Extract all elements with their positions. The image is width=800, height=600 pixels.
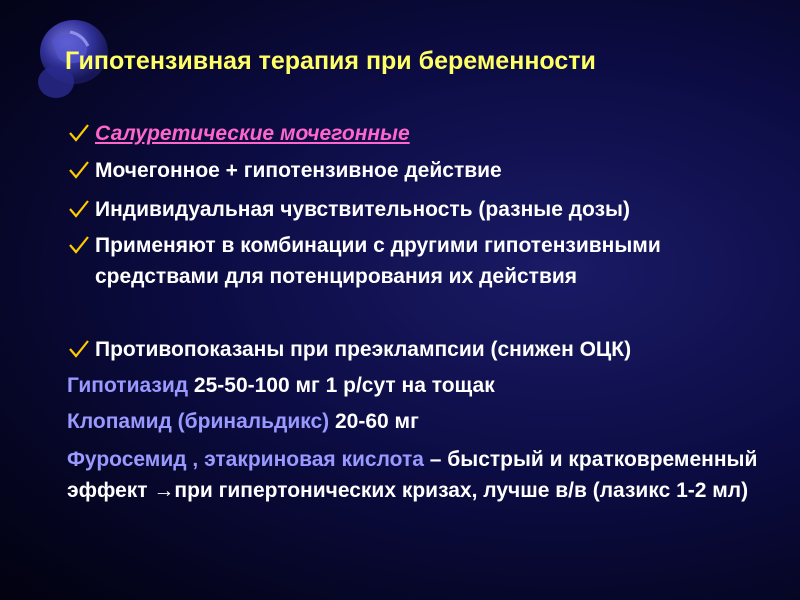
- drug-name: Клопамид (бринальдикс): [67, 410, 330, 433]
- checkmark-icon: [68, 234, 90, 256]
- bullet-text: Салуретические мочегонные: [95, 122, 410, 145]
- drug-line: [67, 370, 782, 401]
- bullet-text: Применяют в комбинации с другими гипотензивными средствами для потенцирования их действия: [95, 234, 661, 288]
- checkmark-icon: [68, 159, 90, 181]
- bullet-text: Мочегонное + гипотензивное действие: [95, 159, 502, 182]
- drug-line: [67, 406, 782, 437]
- checkmark-icon: [68, 122, 90, 144]
- slide-title: Гипотензивная терапия при беременности: [65, 47, 596, 75]
- bullet-text: Противопоказаны при преэклампсии (снижен ОЦК): [95, 338, 632, 361]
- drug-name: Фуросемид , этакриновая кислота: [67, 448, 424, 471]
- drug-detail: 25-50-100 мг 1 р/сут на тощак: [188, 374, 495, 397]
- checkmark-icon: [68, 338, 90, 360]
- drug-line: [67, 444, 782, 506]
- bullet-text: Индивидуальная чувствительность (разные дозы): [95, 198, 630, 221]
- drug-name: Гипотиазид: [67, 374, 189, 397]
- checkmark-icon: [68, 198, 90, 220]
- drug-detail: 20-60 мг: [329, 410, 419, 433]
- drug-detail: – быстрый и кратковременный эффект →при гипертонических кризах, лучше в/в (лазикс 1-2 мл): [67, 448, 758, 502]
